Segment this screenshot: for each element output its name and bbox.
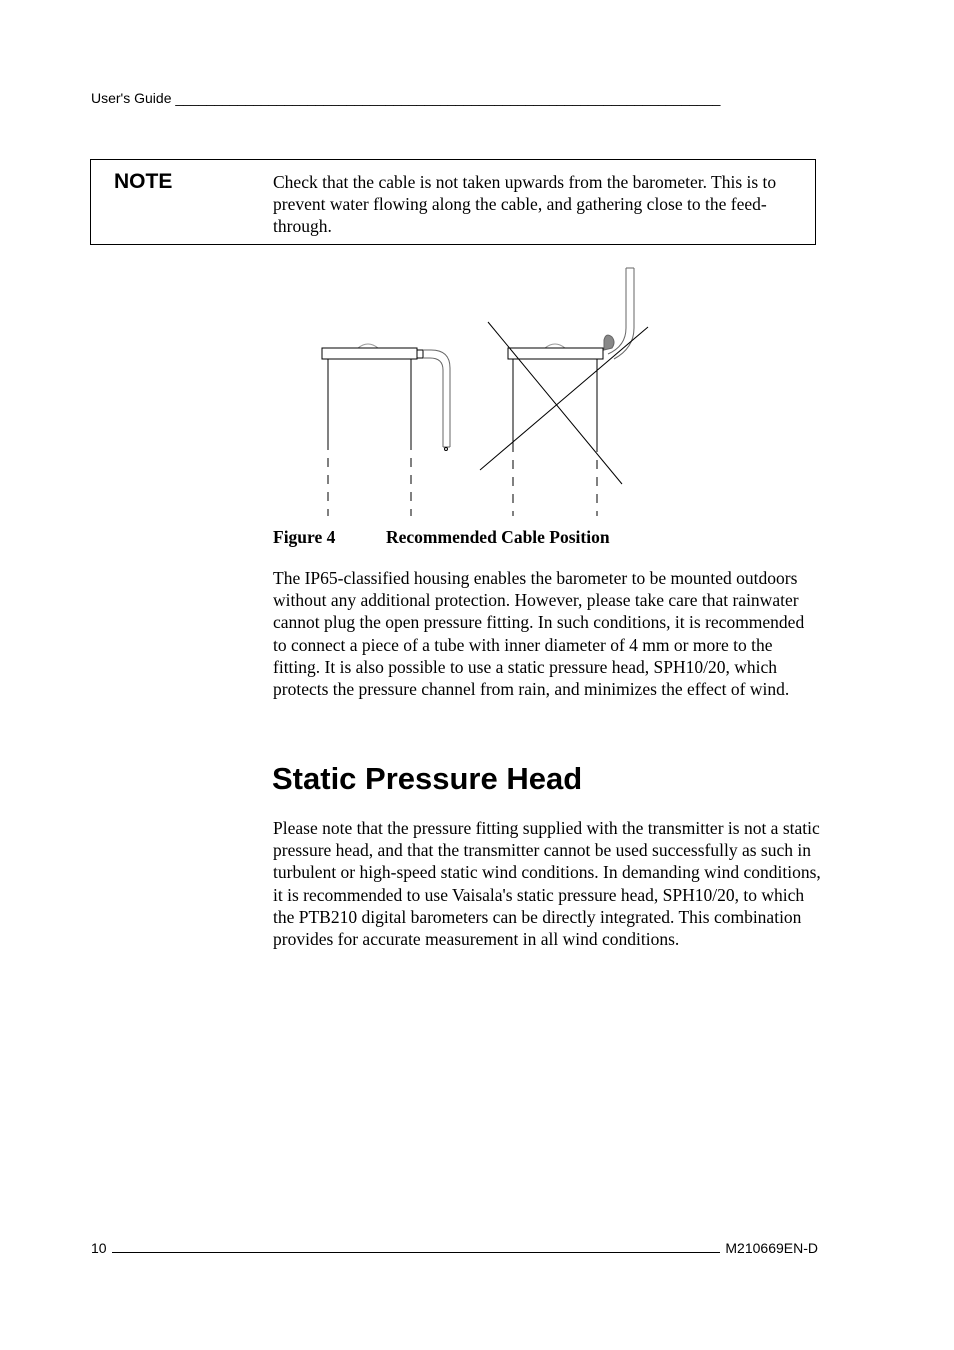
note-label: NOTE [114, 170, 173, 193]
page-footer [91, 1240, 818, 1256]
figure-number: Figure 4 [273, 527, 336, 547]
figure-caption [273, 527, 610, 548]
recommended-mounting-drawing [322, 344, 450, 516]
body-paragraph-1: The IP65-classified housing enables the barometer to be mounted outdoors without any additional protection. However, please take care that rainwater cannot plug the open pressure fitting. In such conditions, it is recommended to connect a piece of a tube with inner diameter of 4 mm or more to the fitting. It is also possible to use a static pressure head, SPH10/20, which protects the pressure channel from rain, and minimizes the effect of wind. [273, 568, 805, 700]
figure-title: Recommended Cable Position [386, 527, 610, 547]
note-text: Check that the cable is not taken upwards from the barometer. This is to prevent water flowing along the cable, and gathering close to the feed-through. [273, 172, 777, 236]
page-header [91, 90, 815, 106]
section-heading: Static Pressure Head [272, 761, 583, 796]
body-paragraph-2: Please note that the pressure fitting supplied with the transmitter is not a static pressure head, and that the transmitter cannot be used successfully as such in turbulent or high-speed static wind conditions. In demanding wind conditions, it is recommended to use Vaisala's static pressure head, SPH10/20, to which the PTB210 digital barometers can be directly integrated. This combination provides for accurate measurement in all wind conditions. [273, 818, 821, 950]
header-title: User's Guide [91, 90, 172, 106]
cable-position-illustration [300, 262, 670, 522]
incorrect-mounting-drawing [480, 268, 648, 516]
note-box [90, 159, 816, 245]
header-rule: ______________________________________________________________________ [175, 90, 721, 106]
footer-rule [112, 1240, 721, 1253]
page-number: 10 [91, 1240, 107, 1256]
document-code: M210669EN-D [725, 1240, 818, 1256]
